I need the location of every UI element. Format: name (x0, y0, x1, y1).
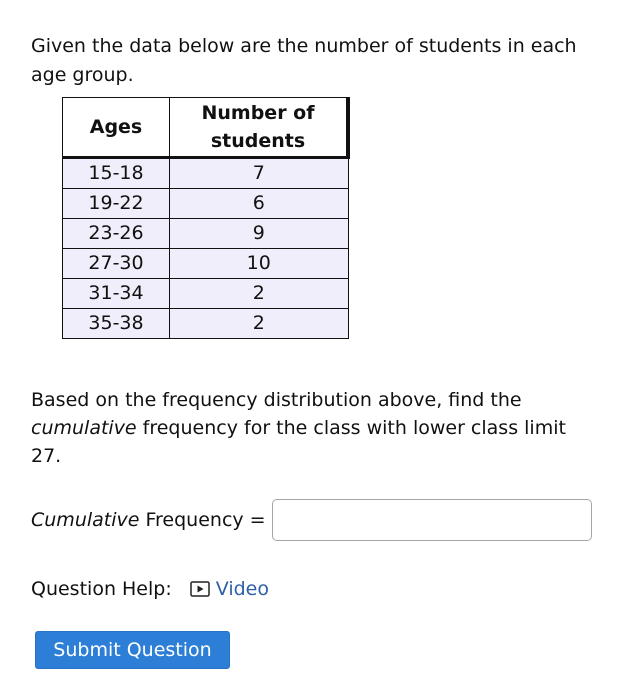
answer-label-emphasis: Cumulative (31, 509, 140, 531)
answer-label (31, 509, 266, 531)
table-row (63, 309, 349, 339)
cumulative-frequency-input[interactable] (272, 499, 592, 541)
table-row (63, 189, 349, 219)
count-cell: 10 (170, 249, 349, 279)
intro-line-2: age group. (31, 64, 134, 86)
question-part-2: frequency for the class with lower class limit (136, 417, 566, 439)
count-cell: 2 (170, 279, 349, 309)
question-part-1: Based on the frequency distribution above, find the (31, 389, 522, 411)
header-number-of-students: Number of students (170, 98, 349, 158)
count-cell: 2 (170, 309, 349, 339)
table-row (63, 279, 349, 309)
count-cell: 6 (170, 189, 349, 219)
age-cell: 35-38 (63, 309, 170, 339)
problem-intro (31, 32, 601, 90)
question-text (31, 386, 601, 470)
count-cell: 7 (170, 158, 349, 189)
table-row (63, 219, 349, 249)
table-header-row (63, 98, 349, 158)
play-icon (190, 581, 210, 597)
age-cell: 23-26 (63, 219, 170, 249)
submit-question-button[interactable]: Submit Question (35, 631, 230, 669)
age-cell: 31-34 (63, 279, 170, 309)
video-help-link[interactable] (190, 578, 269, 600)
video-link-label: Video (215, 578, 269, 600)
question-help (31, 575, 269, 603)
age-cell: 15-18 (63, 158, 170, 189)
question-emphasis: cumulative (31, 417, 137, 439)
count-cell: 9 (170, 219, 349, 249)
question-help-label: Question Help: (31, 578, 172, 600)
age-cell: 19-22 (63, 189, 170, 219)
table-row (63, 158, 349, 189)
intro-line-1: Given the data below are the number of students in each (31, 35, 577, 57)
age-cell: 27-30 (63, 249, 170, 279)
header-ages: Ages (63, 98, 170, 158)
frequency-table (62, 97, 350, 339)
question-part-3: 27. (31, 445, 62, 467)
answer-row (31, 498, 592, 542)
table-row (63, 249, 349, 279)
answer-label-rest: Frequency = (139, 509, 266, 531)
